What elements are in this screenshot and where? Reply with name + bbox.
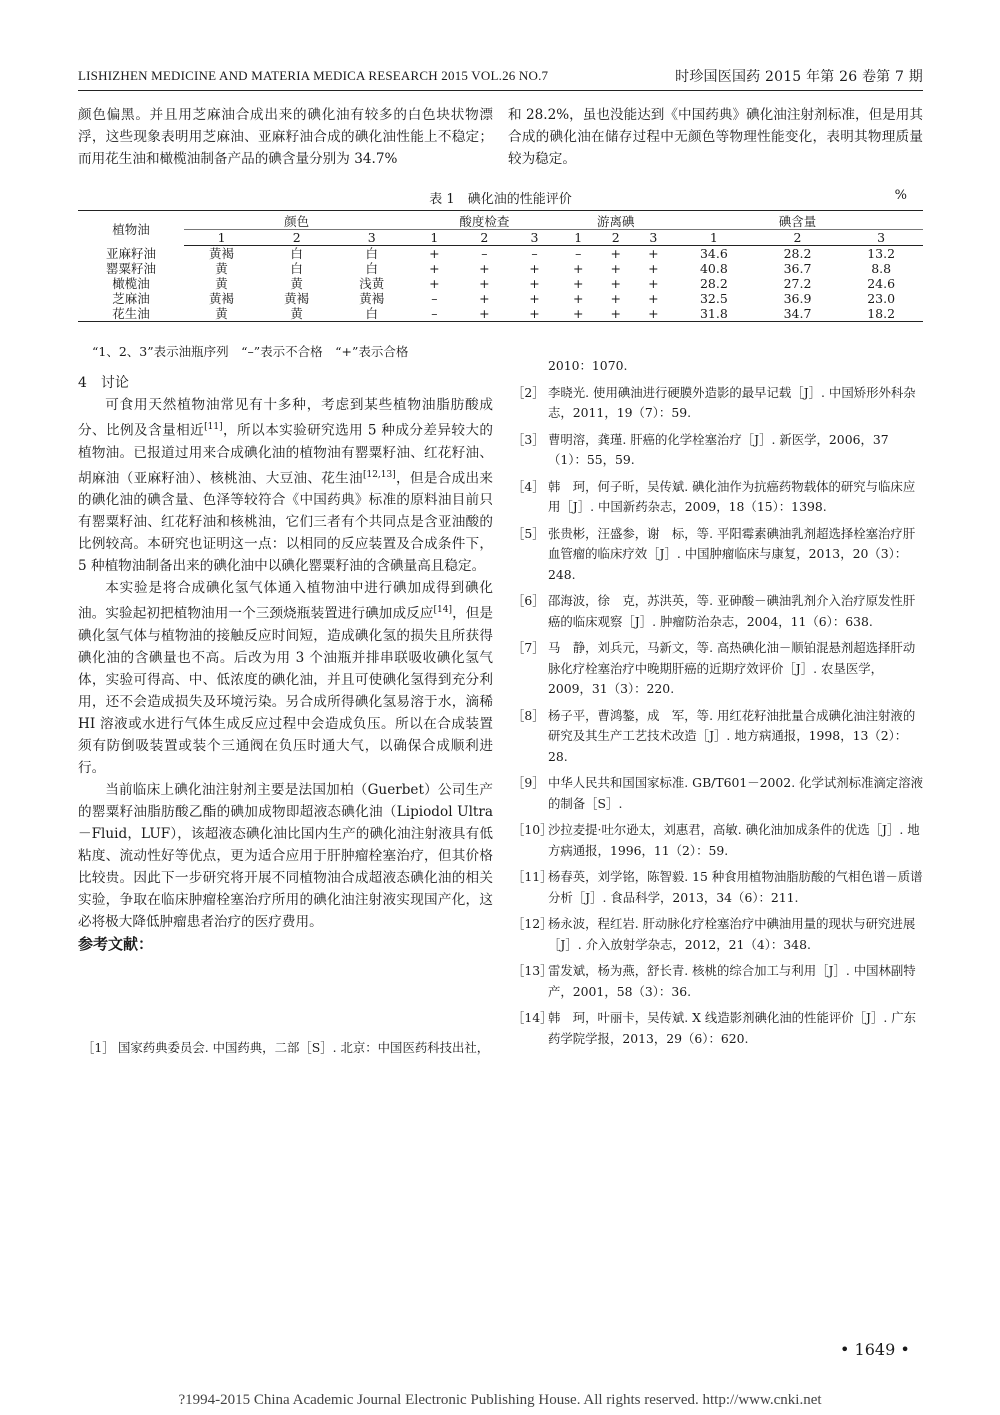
citation: [14] — [433, 605, 452, 616]
table-cell: 黄 — [290, 276, 303, 291]
table-cell: + — [509, 306, 559, 322]
table-cell: 黄褐 — [284, 291, 310, 306]
table-cell: + — [572, 261, 584, 276]
group-header-free-iodine: 游离碘 — [559, 211, 672, 230]
table-cell: 31.8 — [672, 306, 756, 322]
reference-item — [508, 867, 926, 908]
table-cell: + — [529, 291, 540, 306]
reference-number: ［5］ — [512, 525, 545, 541]
page-number: • 1649 • — [840, 1340, 910, 1359]
table-cell: + — [529, 261, 540, 276]
reference-number: ［14］ — [512, 1010, 553, 1025]
reference-item — [508, 1008, 926, 1049]
subcol-header: 3 — [509, 230, 559, 246]
table-cell: 黄 — [215, 261, 228, 276]
table-cell: + — [648, 276, 659, 291]
reference-item — [508, 820, 926, 861]
subcol-header: 3 — [635, 230, 673, 246]
table-caption — [78, 188, 923, 208]
oil-name: 花生油 — [78, 306, 184, 322]
group-header-color: 颜色 — [184, 211, 409, 230]
table-row — [78, 261, 923, 276]
table-cell: 34.6 — [699, 246, 728, 261]
table-cell: 白 — [365, 246, 379, 261]
table-cell: + — [610, 291, 621, 306]
table-cell: 黄 — [184, 306, 259, 322]
table-cell: 白 — [365, 261, 379, 276]
journal-title-en: LISHIZHEN MEDICINE AND MATERIA MEDICA RESEARCH 2015 VOL.26 NO.7 — [78, 68, 549, 83]
reference-number: ［10］ — [512, 822, 553, 837]
subcol-header: 2 — [459, 230, 509, 246]
discussion-paragraph-3: 当前临床上碘化油注射剂主要是法国加柏（Guerbet）公司生产的罂粟籽油脂肪酸乙酯的碘加成物即超液态碘化油（Lipiodol Ultra－Fluid，LUF），该超液态碘化油比国内生产的碘化油注射液具有低粘度、流动性好等优点，更为适合应用于肝肿瘤栓塞治疗，但其价格比较贵。因此下一步研究将开展不同植物油合成超液态碘化油的相关实验，争取在临床肿瘤栓塞治疗所用的碘化油注射液实现国产化，这必将极大降低肿瘤患者治疗的医疗费用。 — [78, 781, 493, 930]
discussion-section — [78, 372, 493, 955]
reference-number: ［6］ — [512, 593, 545, 608]
reference-number: ［2］ — [512, 384, 545, 400]
table-cell: + — [429, 261, 440, 276]
table-cell: 黄褐 — [359, 291, 385, 306]
reference-text: 曹明溶，龚瑾. 肝癌的化学栓塞治疗［J］. 新医学，2006，37（1）：55，59. — [548, 431, 889, 467]
reference-item — [508, 477, 926, 518]
table-cell: + — [572, 276, 584, 291]
table-cell: + — [648, 261, 659, 276]
table-cell: + — [610, 246, 621, 261]
table-cell: – — [575, 246, 582, 261]
oil-name: 亚麻籽油 — [105, 245, 156, 261]
top-left-column — [78, 104, 493, 170]
reference-text: 中华人民共和国国家标准. GB/T601－2002. 化学试剂标准滴定溶液的制备［S］. — [548, 775, 923, 811]
table-cell: – — [481, 246, 488, 261]
discussion-heading: 4 讨论 — [78, 375, 129, 391]
reference-item — [508, 961, 926, 1002]
table-cell: 27.2 — [783, 276, 812, 291]
oil-name: 罂粟籽油 — [105, 261, 156, 276]
group-header-iodine-content: 碘含量 — [672, 211, 923, 230]
citation: [11] — [204, 422, 223, 432]
reference-item — [508, 524, 926, 586]
table-cell: 28.2 — [699, 276, 728, 291]
reference-text: 韩 珂，叶丽卡，吴传斌. X 线造影剂碘化油的性能评价［J］. 广东药学院学报，2013，29（6）：620. — [548, 1010, 917, 1046]
table-cell: + — [459, 306, 509, 322]
subcol-header: 1 — [409, 230, 459, 246]
reference-text: 雷发斌，杨为燕，舒长青. 核桃的综合加工与利用［J］. 中国林副特产，2001，58（3）：36. — [548, 963, 916, 999]
table-cell: 32.5 — [699, 291, 728, 306]
table-cell: 浅黄 — [359, 276, 385, 291]
reference-text: 邵海波，徐 克，苏洪英，等. 亚砷酸－碘油乳剂介入治疗原发性肝癌的临床观察［J］. 肿瘤防治杂志，2004，11（6）：638. — [548, 593, 916, 629]
table-cell: 黄褐 — [209, 291, 235, 306]
reference-items — [508, 383, 926, 1050]
subcol-header: 1 — [559, 230, 597, 246]
subcol-header: 2 — [597, 230, 635, 246]
table-row — [78, 306, 923, 322]
reference-continuation: 2010：1070. — [548, 358, 628, 373]
reference-text: 杨子平，曹鸿鏊，成 军，等. 用红花籽油批量合成碘化油注射液的研究及其生产工艺技术改造［J］. 地方病通报，1998，13（2）：28. — [548, 707, 916, 764]
discussion-paragraph-1: 可食用天然植物油常见有十多种，考虑到某些植物油脂肪酸成分、比例及含量相近[11]，所以本实验研究选用 5 种成分差异较大的植物油。已报道过用来合成碘化油的植物油有罂粟籽油、红花籽油、胡麻油（亚麻籽油）、核桃油、大豆油、花生油[12,13]，但是合成出来的碘化油的碘含量、色泽等较符合《中国药典》标准的原料油目前只有罂粟籽油、红花籽油和核桃油，它们三者有个共同点是含亚油酸的比例较高。本研究也证明这一点：以相同的反应装置及合成条件下，5 种植物油制备出来的碘化油中以碘化罂粟籽油的含碘量高且稳定。 — [78, 397, 494, 575]
table-cell: + — [610, 261, 621, 276]
reference-number: ［11］ — [512, 869, 553, 884]
table-cell: + — [610, 276, 621, 291]
reference-number: ［9］ — [512, 775, 545, 790]
header-rule — [78, 90, 923, 91]
reference-number: ［7］ — [512, 640, 545, 655]
table-cell: + — [479, 276, 490, 291]
reference-text: 国家药典委员会. 中国药典，二部［S］. 北京：中国医药科技出社， — [118, 1040, 490, 1055]
reference-item — [78, 1038, 493, 1059]
reference-item — [508, 591, 926, 632]
subcol-header: 3 — [839, 230, 923, 246]
table-cell: + — [529, 276, 540, 291]
oil-name: 橄榄油 — [112, 276, 150, 291]
table-cell: + — [648, 246, 659, 261]
subcol-header: 2 — [259, 230, 334, 246]
table-cell: + — [635, 306, 673, 322]
reference-item — [508, 430, 926, 471]
table-note: “1、2、3”表示油瓶序列 “–”表示不合格 “+”表示合格 — [92, 344, 409, 359]
table-row — [78, 246, 923, 262]
table-cell: 黄 — [259, 306, 334, 322]
reference-text: 韩 珂，何子昕，吴传斌. 碘化油作为抗癌药物载体的研究与临床应用［J］. 中国新药杂志，2009，18（15）：1398. — [548, 478, 916, 514]
copyright-footer: ?1994-2015 China Academic Journal Electronic Publishing House. All rights reserved. http://www.cnki.net — [178, 1392, 822, 1408]
table-cell: 8.8 — [871, 261, 892, 276]
table-cell: 36.9 — [783, 291, 812, 306]
table-row — [78, 276, 923, 291]
running-header — [78, 66, 923, 86]
references-heading: 参考文献： — [78, 934, 154, 953]
table-cell: 36.7 — [783, 261, 812, 276]
performance-table — [78, 210, 923, 322]
reference-item — [508, 773, 926, 814]
journal-title-cn: 时珍国医国药 2015 年第 26 卷第 7 期 — [675, 69, 923, 85]
table-row — [78, 291, 923, 306]
table-cell: 13.2 — [867, 246, 896, 261]
table-cell: 23.0 — [867, 291, 896, 306]
reference-text: 张贵彬，汪盛参，谢 标，等. 平阳霉素碘油乳剂超选择栓塞治疗肝血管瘤的临床疗效［J］. 中国肿瘤临床与康复，2013，20（3）：248. — [548, 525, 916, 582]
reference-item — [508, 383, 926, 424]
reference-number: ［4］ — [512, 478, 545, 494]
table-cell: 34.7 — [756, 306, 840, 322]
citation: [12,13] — [362, 469, 396, 480]
table-cell: 28.2 — [783, 246, 812, 261]
subcol-header: 1 — [184, 230, 259, 246]
table-title: 表 1 碘化油的性能评价 — [429, 192, 572, 207]
reference-text: 杨春英，刘学铭，陈智毅. 15 种食用植物油脂肪酸的气相色谱－质谱分析［J］. 食品科学，2013，34（6）：211. — [548, 869, 923, 905]
oil-name: 芝麻油 — [112, 291, 150, 306]
reference-text: 沙拉麦提·吐尔逊太，刘惠君，高敏. 碘化油加成条件的优选［J］. 地方病通报，1996，11（2）：59. — [548, 822, 920, 858]
table-cell: + — [429, 276, 440, 291]
table-cell: 18.2 — [839, 306, 923, 322]
subcol-header: 1 — [672, 230, 756, 246]
reference-text: 杨永波，程红岩. 肝动脉化疗栓塞治疗中碘油用量的现状与研究进展［J］. 介入放射学杂志，2012，21（4）：348. — [548, 916, 916, 952]
discussion-paragraph-2: 本实验是将合成碘化氢气体通入植物油中进行碘加成得到碘化油。实验起初把植物油用一个三颈烧瓶装置进行碘加成反应[14]，但是碘化氢气体与植物油的接触反应时间短，造成碘化氢的损失且所获得碘化油的含碘量也不高。后改为用 3 个油瓶并排串联吸收碘化氢气体，实验可得高、中、低浓度的碘化油，并且可使碘化氢得到充分利用，还不会造成损失及环境污染。另合成所得碘化氢易溶于水，滴稀 HI 溶液或水进行气体生成反应过程中会造成负压。所以在合成装置须有防倒吸装置或装个三通阀在负压时通大气，以确保合成顺利进行。 — [78, 580, 494, 776]
table-cell: – — [409, 306, 459, 322]
reference-list-right — [508, 356, 926, 1055]
table-cell: 24.6 — [867, 276, 896, 291]
table-cell: 白 — [290, 246, 303, 261]
table-cell: 白 — [290, 261, 303, 276]
subcol-header: 2 — [756, 230, 840, 246]
table-cell: – — [531, 246, 538, 261]
reference-number: ［1］ — [82, 1040, 115, 1055]
table-cell: + — [559, 306, 597, 322]
group-header-acidity: 酸度检查 — [409, 211, 559, 230]
table-cell: + — [479, 291, 490, 306]
table-unit: % — [894, 188, 907, 203]
top-left-paragraph: 颜色偏黑。并且用芝麻油合成出来的碘化油有较多的白色块状物漂浮，这些现象表明用芝麻油、亚麻籽油合成的碘化油性能上不稳定；而用花生油和橄榄油制备产品的碘含量分别为 34.7% — [78, 107, 493, 167]
reference-number: ［12］ — [512, 916, 553, 931]
top-right-column — [508, 104, 923, 170]
table-cell: + — [648, 291, 659, 306]
table-cell: + — [572, 291, 584, 306]
table-cell: + — [597, 306, 635, 322]
table-cell: + — [429, 246, 440, 261]
top-right-paragraph: 和 28.2%，虽也没能达到《中国药典》碘化油注射剂标准，但是用其合成的碘化油在储存过程中无颜色等物理性能变化，表明其物理质量较为稳定。 — [508, 107, 923, 167]
reference-number: ［3］ — [512, 431, 545, 447]
table-row-header: 植物油 — [78, 211, 184, 246]
reference-item — [508, 638, 926, 700]
subcol-header: 3 — [334, 230, 409, 246]
reference-item — [508, 914, 926, 955]
reference-number: ［8］ — [512, 707, 545, 723]
reference-item — [508, 706, 926, 768]
reference-number: ［13］ — [512, 963, 553, 978]
table-cell: 40.8 — [699, 261, 728, 276]
reference-text: 李晓光. 使用碘油进行硬膜外造影的最早记载［J］. 中国矫形外科杂志，2011，19（7）：59. — [548, 384, 916, 420]
table-cell: 白 — [334, 306, 409, 322]
table-cell: 黄 — [215, 276, 228, 291]
reference-text: 马 静，刘兵元，马新文，等. 高热碘化油－顺铂混悬剂超选择肝动脉化疗栓塞治疗中晚期肝癌的近期疗效评价［J］. 农垦医学，2009，31（3）：220. — [548, 640, 916, 696]
table-cell: 黄褐 — [209, 246, 235, 261]
reference-list-left — [78, 1038, 493, 1065]
table-cell: + — [479, 261, 490, 276]
table-cell: – — [431, 291, 438, 306]
